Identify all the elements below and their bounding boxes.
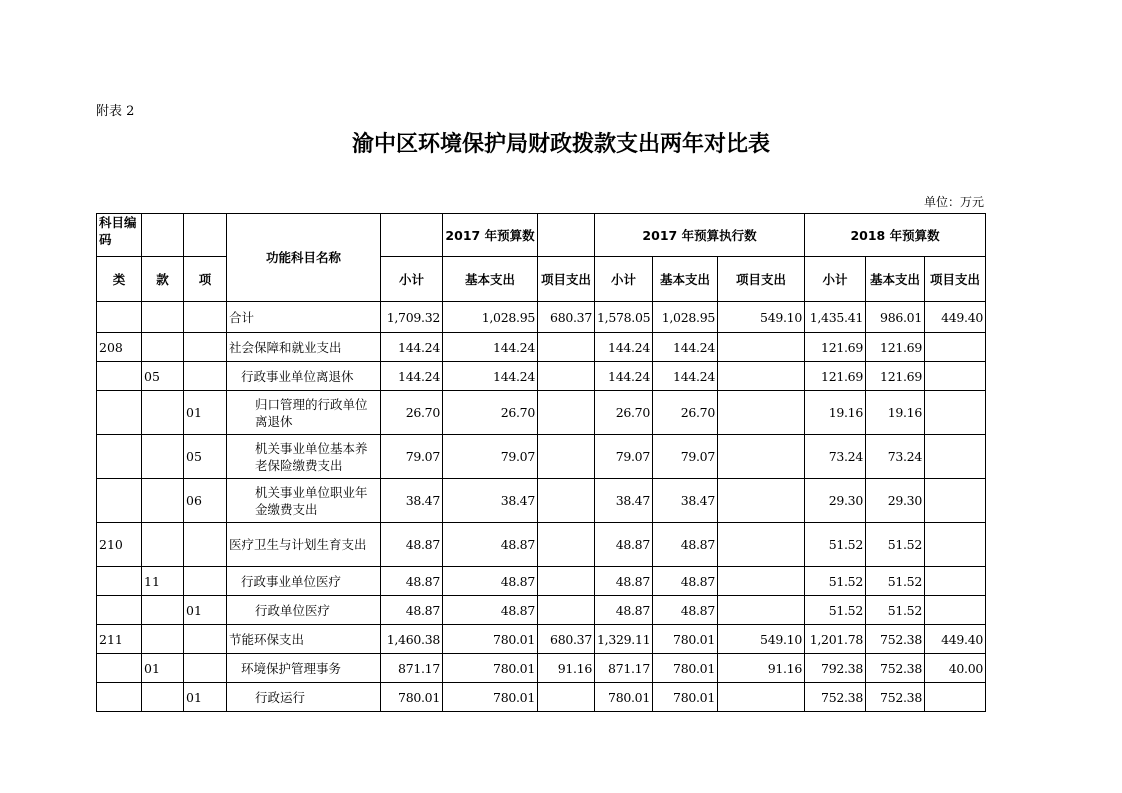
cell-e17-basic: 48.87 [653,523,718,567]
cell-b18-subtotal: 51.52 [805,567,866,596]
cell-b17-project: 680.37 [538,302,595,333]
cell-b17-subtotal: 780.01 [381,683,443,712]
cell-xiang [184,523,227,567]
header-2017-budget: 2017 年预算数 [443,214,538,257]
cell-lei [97,362,142,391]
cell-b17-project [538,362,595,391]
cell-kuan [142,683,184,712]
header-blank-b17 [381,214,443,257]
cell-e17-subtotal: 144.24 [595,333,653,362]
cell-b17-basic: 48.87 [443,567,538,596]
header-row-1 [97,214,986,257]
header-lei: 类 [97,257,142,302]
cell-b17-project [538,391,595,435]
table-row [97,362,986,391]
unit-label: 单位：万元 [923,195,984,209]
table-row [97,654,986,683]
cell-e17-subtotal: 1,329.11 [595,625,653,654]
cell-e17-subtotal: 38.47 [595,479,653,523]
header-xiang: 项 [184,257,227,302]
header-2017-exec: 2017 年预算执行数 [595,214,805,257]
cell-xiang [184,333,227,362]
cell-kuan [142,435,184,479]
cell-e17-basic: 780.01 [653,625,718,654]
cell-lei [97,435,142,479]
cell-name: 社会保障和就业支出 [227,333,381,362]
cell-e17-project [718,333,805,362]
cell-name: 行政事业单位离退休 [227,362,381,391]
cell-b17-subtotal: 48.87 [381,596,443,625]
cell-b18-basic: 986.01 [866,302,925,333]
cell-lei [97,302,142,333]
header-e17-project: 项目支出 [718,257,805,302]
cell-lei [97,683,142,712]
cell-name: 环境保护管理事务 [227,654,381,683]
cell-name: 机关事业单位职业年金缴费支出 [227,479,381,523]
cell-b17-basic: 79.07 [443,435,538,479]
cell-e17-subtotal: 48.87 [595,523,653,567]
cell-lei [97,391,142,435]
cell-kuan: 05 [142,362,184,391]
header-b18-project: 项目支出 [925,257,986,302]
cell-b17-basic: 48.87 [443,596,538,625]
cell-kuan: 01 [142,654,184,683]
cell-b18-basic: 29.30 [866,479,925,523]
cell-e17-project [718,523,805,567]
cell-xiang [184,302,227,333]
cell-kuan [142,625,184,654]
cell-e17-project [718,596,805,625]
cell-kuan [142,333,184,362]
header-b17-basic: 基本支出 [443,257,538,302]
cell-b18-project [925,362,986,391]
cell-b18-subtotal: 752.38 [805,683,866,712]
cell-b18-project: 449.40 [925,625,986,654]
cell-lei [97,654,142,683]
cell-b17-basic: 38.47 [443,479,538,523]
cell-b17-project [538,333,595,362]
cell-name: 合计 [227,302,381,333]
table-row [97,391,986,435]
cell-b18-subtotal: 121.69 [805,362,866,391]
table-row [97,523,986,567]
cell-e17-basic: 780.01 [653,683,718,712]
cell-b18-project [925,567,986,596]
cell-lei: 210 [97,523,142,567]
cell-e17-subtotal: 79.07 [595,435,653,479]
cell-b17-subtotal: 144.24 [381,333,443,362]
cell-b18-subtotal: 29.30 [805,479,866,523]
table-body [97,302,986,712]
cell-b17-project [538,596,595,625]
cell-e17-subtotal: 871.17 [595,654,653,683]
cell-b17-project: 680.37 [538,625,595,654]
cell-b17-basic: 780.01 [443,683,538,712]
header-blank-xiang [184,214,227,257]
cell-lei: 208 [97,333,142,362]
cell-xiang: 01 [184,683,227,712]
cell-xiang [184,625,227,654]
cell-kuan [142,596,184,625]
header-b18-subtotal: 小计 [805,257,866,302]
cell-b17-subtotal: 26.70 [381,391,443,435]
header-e17-subtotal: 小计 [595,257,653,302]
cell-xiang: 05 [184,435,227,479]
header-kuan: 款 [142,257,184,302]
cell-b17-subtotal: 48.87 [381,523,443,567]
cell-xiang [184,362,227,391]
cell-e17-basic: 79.07 [653,435,718,479]
cell-b18-subtotal: 19.16 [805,391,866,435]
cell-e17-basic: 48.87 [653,596,718,625]
cell-b17-subtotal: 1,460.38 [381,625,443,654]
cell-b18-project [925,435,986,479]
header-b17-project: 项目支出 [538,257,595,302]
cell-b18-basic: 121.69 [866,362,925,391]
cell-b17-project [538,435,595,479]
cell-e17-project: 549.10 [718,302,805,333]
budget-comparison-table [96,213,986,712]
cell-e17-subtotal: 48.87 [595,567,653,596]
cell-b18-project [925,391,986,435]
cell-e17-project: 91.16 [718,654,805,683]
cell-name: 行政运行 [227,683,381,712]
cell-b18-basic: 51.52 [866,523,925,567]
cell-name: 机关事业单位基本养老保险缴费支出 [227,435,381,479]
header-b17-subtotal: 小计 [381,257,443,302]
cell-b18-subtotal: 1,435.41 [805,302,866,333]
cell-b18-project [925,683,986,712]
cell-e17-project [718,362,805,391]
annex-label: 附表 2 [96,104,135,119]
cell-b18-project [925,479,986,523]
cell-lei [97,596,142,625]
cell-b17-project [538,567,595,596]
cell-e17-subtotal: 26.70 [595,391,653,435]
cell-e17-project [718,435,805,479]
table-row [97,302,986,333]
cell-b17-basic: 780.01 [443,625,538,654]
cell-e17-project [718,683,805,712]
cell-e17-subtotal: 48.87 [595,596,653,625]
cell-b18-subtotal: 51.52 [805,596,866,625]
header-b18-basic: 基本支出 [866,257,925,302]
cell-e17-subtotal: 144.24 [595,362,653,391]
cell-b17-project [538,523,595,567]
cell-name: 行政事业单位医疗 [227,567,381,596]
cell-b18-subtotal: 121.69 [805,333,866,362]
cell-b18-basic: 752.38 [866,683,925,712]
cell-e17-project [718,479,805,523]
cell-e17-basic: 48.87 [653,567,718,596]
cell-b18-project: 40.00 [925,654,986,683]
cell-e17-basic: 780.01 [653,654,718,683]
cell-b17-basic: 144.24 [443,333,538,362]
table-row [97,333,986,362]
cell-kuan [142,523,184,567]
cell-b17-subtotal: 48.87 [381,567,443,596]
cell-e17-project: 549.10 [718,625,805,654]
cell-lei [97,479,142,523]
table-row [97,625,986,654]
cell-b17-subtotal: 1,709.32 [381,302,443,333]
cell-b17-subtotal: 38.47 [381,479,443,523]
cell-xiang: 01 [184,391,227,435]
cell-b17-basic: 48.87 [443,523,538,567]
cell-b17-basic: 26.70 [443,391,538,435]
cell-e17-basic: 144.24 [653,333,718,362]
cell-e17-subtotal: 780.01 [595,683,653,712]
table-row [97,683,986,712]
header-code-group: 科目编码 [97,214,142,257]
cell-kuan: 11 [142,567,184,596]
cell-b18-subtotal: 792.38 [805,654,866,683]
page-title: 渝中区环境保护局财政拨款支出两年对比表 [351,132,770,157]
cell-e17-basic: 26.70 [653,391,718,435]
cell-lei: 211 [97,625,142,654]
cell-b18-basic: 752.38 [866,654,925,683]
cell-b18-subtotal: 1,201.78 [805,625,866,654]
cell-b18-basic: 51.52 [866,596,925,625]
header-e17-basic: 基本支出 [653,257,718,302]
cell-name: 医疗卫生与计划生育支出 [227,523,381,567]
cell-b18-subtotal: 51.52 [805,523,866,567]
cell-b18-subtotal: 73.24 [805,435,866,479]
cell-b17-basic: 1,028.95 [443,302,538,333]
header-blank-b17-proj [538,214,595,257]
cell-b18-basic: 73.24 [866,435,925,479]
cell-b18-project: 449.40 [925,302,986,333]
table-row [97,567,986,596]
table-row [97,479,986,523]
cell-e17-basic: 1,028.95 [653,302,718,333]
cell-kuan [142,391,184,435]
cell-b18-project [925,333,986,362]
table-row [97,435,986,479]
cell-lei [97,567,142,596]
cell-name: 归口管理的行政单位离退休 [227,391,381,435]
cell-name: 行政单位医疗 [227,596,381,625]
cell-e17-basic: 38.47 [653,479,718,523]
cell-b17-basic: 780.01 [443,654,538,683]
header-name: 功能科目名称 [227,214,381,302]
cell-kuan [142,302,184,333]
cell-b17-project [538,479,595,523]
cell-kuan [142,479,184,523]
cell-b17-basic: 144.24 [443,362,538,391]
cell-b18-basic: 19.16 [866,391,925,435]
table-row [97,596,986,625]
cell-e17-subtotal: 1,578.05 [595,302,653,333]
cell-b17-project [538,683,595,712]
cell-b17-subtotal: 144.24 [381,362,443,391]
header-blank-kuan [142,214,184,257]
header-2018-budget: 2018 年预算数 [805,214,986,257]
cell-xiang: 06 [184,479,227,523]
cell-e17-project [718,567,805,596]
cell-e17-basic: 144.24 [653,362,718,391]
cell-b17-subtotal: 871.17 [381,654,443,683]
cell-b18-project [925,596,986,625]
cell-xiang: 01 [184,596,227,625]
cell-b17-project: 91.16 [538,654,595,683]
cell-b18-basic: 752.38 [866,625,925,654]
cell-xiang [184,654,227,683]
cell-b18-basic: 121.69 [866,333,925,362]
cell-e17-project [718,391,805,435]
cell-b18-basic: 51.52 [866,567,925,596]
cell-b17-subtotal: 79.07 [381,435,443,479]
cell-name: 节能环保支出 [227,625,381,654]
cell-b18-project [925,523,986,567]
cell-xiang [184,567,227,596]
